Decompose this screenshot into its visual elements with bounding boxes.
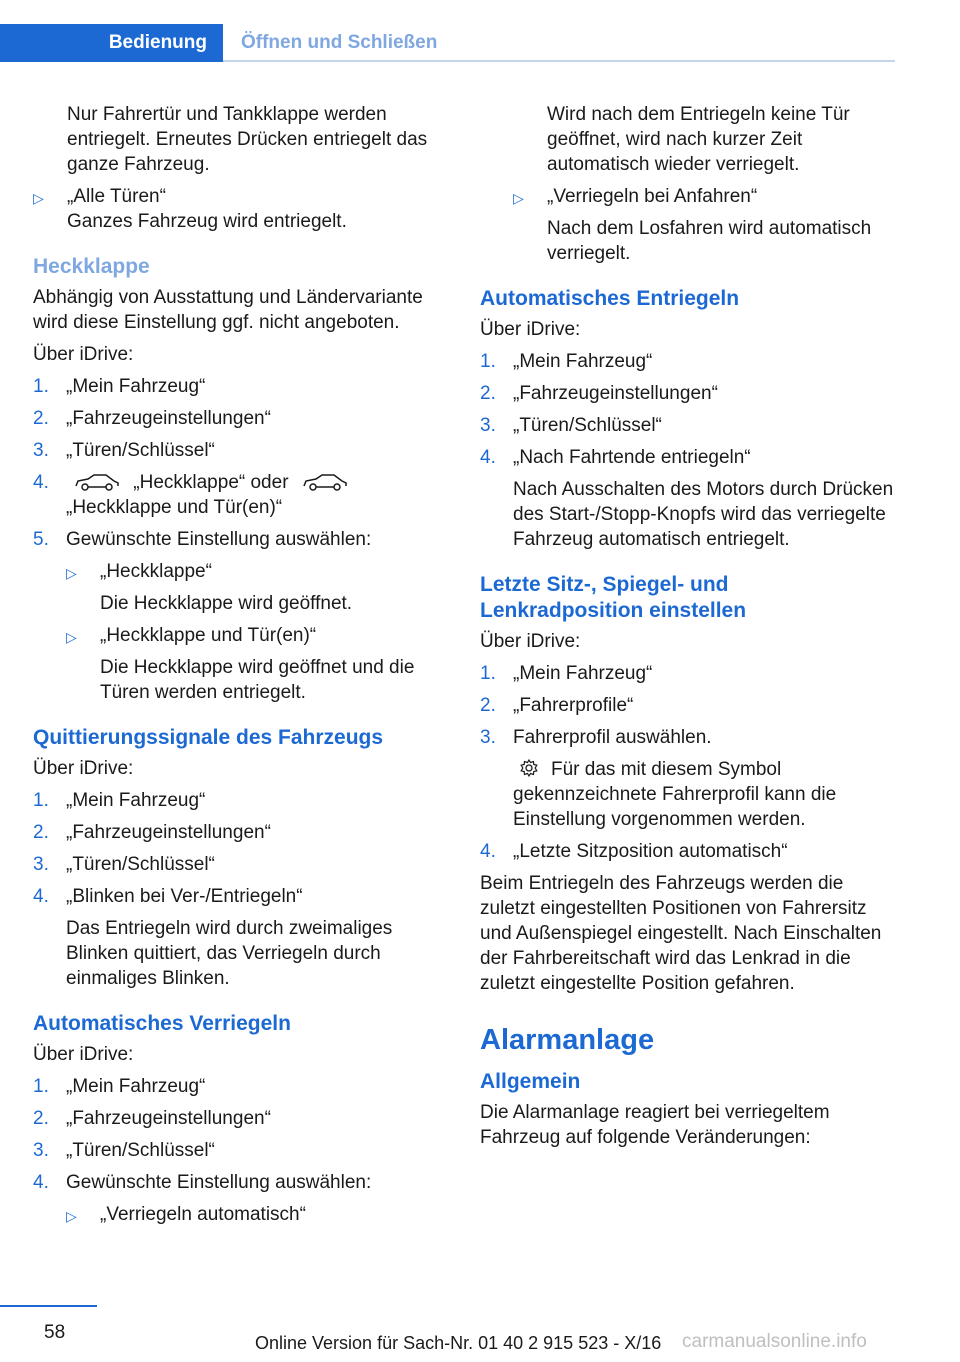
list-item: 2. „Fahrerprofile“ [480, 695, 634, 716]
list-item: 1. „Mein Fahrzeug“ [33, 790, 206, 811]
section-tab: Bedienung [0, 24, 223, 62]
heading-allgemein: Allgemein [480, 1070, 581, 1093]
triangle-marker-icon: ▷ [66, 565, 77, 581]
left-column [33, 102, 448, 1236]
list-item: 1. „Mein Fahrzeug“ [480, 351, 653, 372]
online-version-note: Online Version für Sach-Nr. 01 40 2 915 523 - X/16 [255, 1333, 662, 1353]
list-item: 2. „Fahrzeugeinstellungen“ [33, 1108, 271, 1129]
list-item: 4. „Letzte Sitzposition automatisch“ [480, 841, 788, 862]
list-item: 4. „Blinken bei Ver-/Entriegeln“ Das Entriegeln wird durch zweimaliges Blinken quittiert, das Verriegeln durch einmaliges Blinken. [33, 886, 393, 989]
list-item: 4. „Heckklappe“ oder „Heckklappe und Tür(en)“ [33, 470, 448, 520]
list-item: 3. Fahrerprofil auswählen. Für das mit diesem Symbol gekennzeichnete Fahrerprofil kann die Einstellung vorgenommen werden. [480, 727, 837, 830]
paragraph: Nur Fahrertür und Tankklappe werden entriegelt. Erneutes Drücken entriegelt das ganze Fahrzeug. [67, 104, 428, 175]
sub-list-item: ▷ „Verriegeln automatisch“ [33, 1202, 448, 1229]
watermark: carmanualsonline.info [682, 1331, 867, 1352]
list-item: 4. „Nach Fahrtende entriegeln“ Nach Ausschalten des Motors durch Drücken des Start-/Stopp-Knopfs wird das verriegelte Fahrzeug automatisch entriegelt. [480, 447, 894, 550]
heading-alarmanlage: Alarmanlage [480, 1024, 655, 1056]
heading-letzte-position: Letzte Sitz-, Spiegel- und Lenkradposition einstellen [480, 573, 747, 622]
list-item: 2. „Fahrzeugeinstellungen“ [33, 822, 271, 843]
list-item: 5. Gewünschte Einstellung auswählen: [33, 529, 372, 550]
list-item: 3. „Türen/Schlüssel“ [33, 854, 215, 875]
heading-auto-verriegeln: Automatisches Verriegeln [33, 1012, 291, 1035]
car-tailgate-icon [74, 472, 120, 492]
triangle-marker-icon: ▷ [513, 190, 524, 206]
triangle-marker-icon: ▷ [66, 629, 77, 645]
paragraph: Über iDrive: [480, 319, 581, 340]
sub-list-item: ▷ „Verriegeln bei Anfahren“ Nach dem Losfahren wird automatisch verriegelt. [513, 186, 872, 264]
chapter-title: Öffnen und Schließen [241, 32, 438, 53]
list-item: 3. „Türen/Schlüssel“ [480, 415, 662, 436]
list-item [33, 184, 448, 234]
triangle-marker-icon: ▷ [33, 190, 44, 206]
list-item: 3. „Türen/Schlüssel“ [33, 1140, 215, 1161]
paragraph: Abhängig von Ausstattung und Ländervariante wird diese Einstellung ggf. nicht angeboten. [33, 287, 423, 333]
header-rule [223, 60, 895, 62]
car-tailgate-doors-icon [302, 472, 348, 492]
paragraph: Wird nach dem Entriegeln keine Tür geöffnet, wird nach kurzer Zeit automatisch wieder verriegelt. [547, 104, 850, 175]
list-item: 4. Gewünschte Einstellung auswählen: [33, 1172, 372, 1193]
paragraph: Über iDrive: [33, 344, 134, 365]
option-label: „Alle Türen“ [67, 186, 166, 207]
gear-icon [519, 758, 539, 778]
triangle-marker-icon: ▷ [66, 1208, 77, 1224]
paragraph: Über iDrive: [480, 631, 581, 652]
right-column [480, 102, 895, 1157]
paragraph: Über iDrive: [33, 758, 134, 779]
heading-auto-entriegeln: Automatisches Entriegeln [480, 287, 740, 310]
footer-rule [0, 1305, 97, 1307]
sub-list-item: ▷ „Heckklappe“ Die Heckklappe wird geöffnet. [66, 561, 353, 614]
page-number: 58 [44, 1322, 66, 1343]
paragraph: Über iDrive: [33, 1044, 134, 1065]
list-item: 2. „Fahrzeugeinstellungen“ [480, 383, 718, 404]
paragraph: Die Alarmanlage reagiert bei verriegeltem Fahrzeug auf folgende Veränderungen: [480, 1102, 830, 1148]
list-item: 2. „Fahrzeugeinstellungen“ [33, 408, 271, 429]
sub-list-item: ▷ „Heckklappe und Tür(en)“ Die Heckklappe wird geöffnet und die Türen werden entriegelt. [66, 625, 415, 703]
list-item: 1. „Mein Fahrzeug“ [33, 376, 206, 397]
heading-heckklappe: Heckklappe [33, 255, 150, 278]
paragraph: Beim Entriegeln des Fahrzeugs werden die zuletzt eingestellten Positionen von Fahrersitz und Außenspiegel eingestellt. Nach Einschalten der Fahrbereitschaft wird das Lenkrad in die zuletzt eingestellte Position gefahren. [480, 873, 882, 994]
list-item: 1. „Mein Fahrzeug“ [480, 663, 653, 684]
option-desc: Ganzes Fahrzeug wird entriegelt. [67, 211, 347, 232]
list-item: 3. „Türen/Schlüssel“ [33, 440, 215, 461]
list-item: 1. „Mein Fahrzeug“ [33, 1076, 206, 1097]
heading-quittierung: Quittierungssignale des Fahrzeugs [33, 726, 384, 749]
